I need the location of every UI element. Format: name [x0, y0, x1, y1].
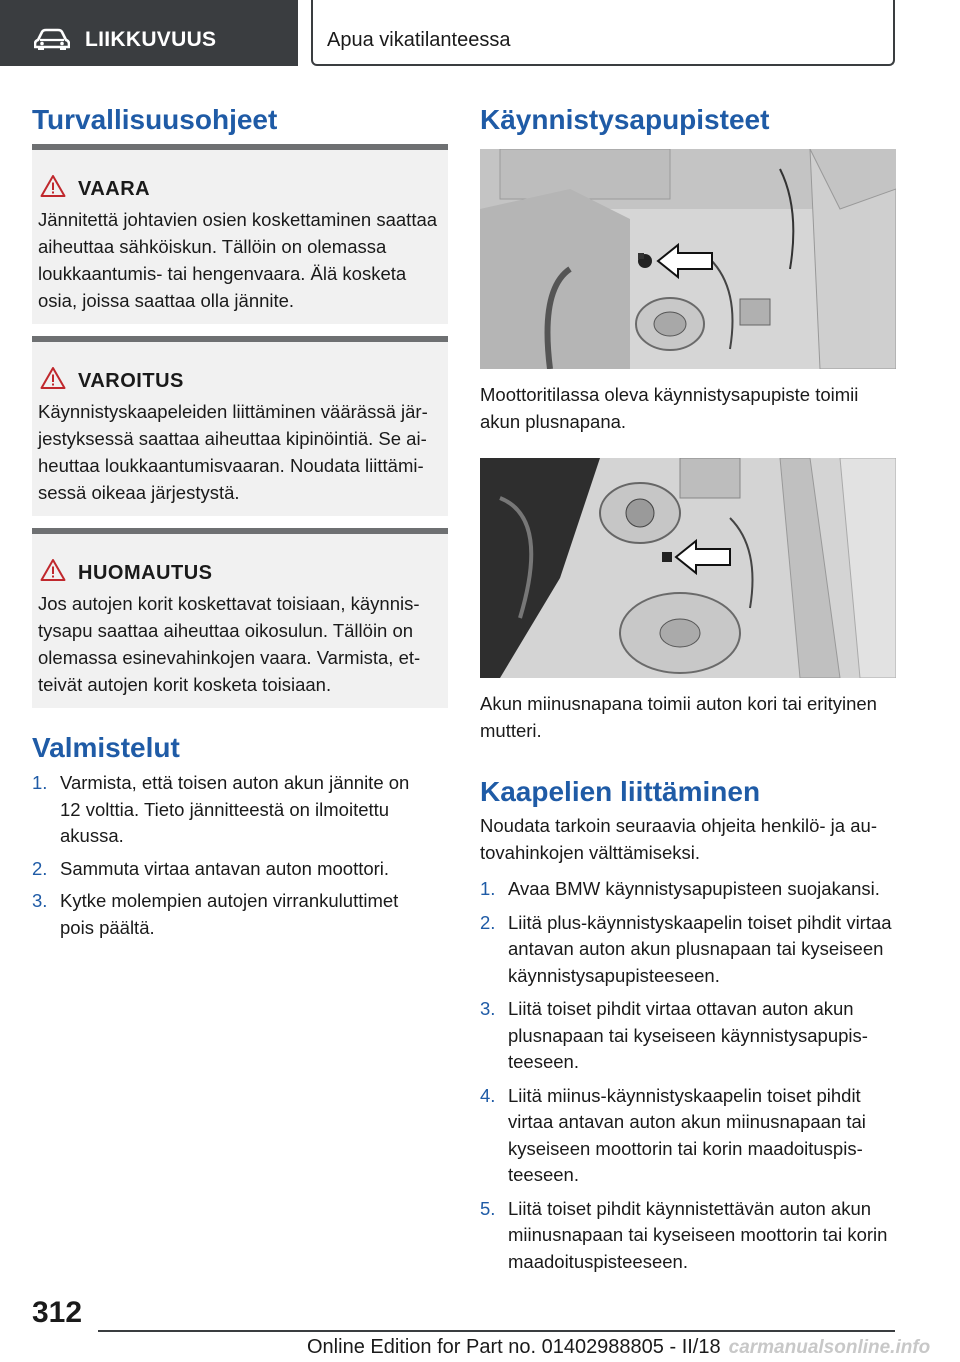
car-icon [34, 28, 70, 50]
warning-title: HUOMAUTUS [78, 562, 213, 584]
list-item [32, 888, 432, 941]
step-number: 3. [480, 998, 496, 1019]
watermark-text: carmanualsonline.info [728, 1337, 931, 1358]
jump-points-heading: Käynnistysapupisteet [480, 104, 770, 135]
footer-divider [98, 1330, 895, 1332]
page-number: 312 [32, 1296, 83, 1329]
connect-steps [480, 876, 896, 1275]
warning-box-danger [32, 144, 448, 324]
connect-heading: Kaapelien liittäminen [480, 776, 761, 807]
engine-bay-photo-negative [480, 458, 896, 678]
list-item [32, 856, 432, 883]
list-item [480, 876, 896, 903]
engine-bay-illustration [480, 458, 896, 678]
prep-heading: Valmistelut [32, 732, 180, 763]
photo2-caption: Akun miinusnapana toimii auton kori tai erityinen mutteri. [480, 693, 877, 741]
footer-edition [307, 1336, 930, 1359]
photo1-caption: Moottoritilassa oleva käynnistysapupiste toimii akun plusnapana. [480, 384, 859, 432]
list-item [480, 996, 896, 1076]
warning-title: VAROITUS [78, 370, 184, 392]
step-number: 2. [480, 911, 496, 933]
step-number: 1. [32, 772, 48, 793]
chapter-tab [311, 0, 895, 66]
edition-text: Online Edition for Part no. 01402988805 - II/18 [307, 1336, 721, 1358]
step-number: 3. [32, 890, 48, 911]
step-number: 4. [480, 1084, 496, 1106]
warning-box-notice [32, 528, 448, 708]
engine-bay-photo-positive [480, 149, 896, 369]
step-text: Avaa BMW käynnistysapupisteen suojakansi. [508, 878, 880, 899]
list-item [480, 910, 896, 990]
section-label: LIIKKUVUUS [85, 28, 217, 51]
chapter-label: Apua vikatilanteessa [327, 29, 511, 51]
step-number: 1. [480, 878, 496, 899]
warning-text: Jännitettä johtavien osien koskettaminen saattaa aiheuttaa sähköiskun. Tällöin on olemassa loukkaantumis- tai hengenvaara. Älä kosketa osia, joissa saattaa olla jännite. [38, 209, 438, 311]
warning-title: VAARA [78, 178, 151, 200]
prep-steps [32, 770, 432, 941]
warning-triangle-icon [40, 174, 66, 198]
step-text: Liitä miinus-käynnistyskaapelin toiset pihdit virtaa antavan auton akun miinusnapaan tai kyseiseen moottorin tai korin maadoituspisteeseen. [508, 1084, 866, 1185]
section-tab [0, 0, 298, 66]
safety-heading: Turvallisuusohjeet [32, 104, 278, 135]
engine-bay-illustration [480, 149, 896, 369]
connect-intro: Noudata tarkoin seuraavia ohjeita henkilö- ja autovahinkojen välttämiseksi. [480, 815, 877, 863]
step-text: Liitä plus-käynnistyskaapelin toiset pihdit virtaa antavan auton akun plusnapaan tai kyseiseen käynnistysapupisteeseen. [508, 911, 892, 986]
warning-box-caution [32, 336, 448, 516]
step-text: Liitä toiset pihdit virtaa ottavan auton akun plusnapaan tai kyseiseen käynnistysapupisteeseen. [508, 998, 868, 1072]
step-text: Liitä toiset pihdit käynnistettävän auton akun miinusnapaan tai kyseiseen moottorin tai korin maadoituspisteeseen. [508, 1197, 888, 1272]
warning-triangle-icon [40, 558, 66, 582]
step-number: 2. [32, 857, 48, 879]
step-number: 5. [480, 1197, 496, 1219]
warning-text: Käynnistyskaapeleiden liittäminen väärässä järjestyksessä saattaa aiheuttaa kipinöintiä. Se aiheuttaa loukkaantumisvaaran. Noudata liittämisessä oikeaa järjestystä. [38, 401, 428, 503]
step-text: Sammuta virtaa antavan auton moottori. [60, 857, 390, 879]
list-item [480, 1083, 896, 1189]
warning-triangle-icon [40, 366, 66, 390]
list-item [480, 1196, 896, 1276]
step-text: Varmista, että toisen auton akun jännite on 12 volttia. Tieto jännitteestä on ilmoitettu akussa. [60, 772, 410, 846]
list-item [32, 770, 432, 850]
step-text: Kytke molempien autojen virrankuluttimet pois päältä. [60, 890, 399, 938]
warning-text: Jos autojen korit koskettavat toisiaan, käynnistysapu saattaa aiheuttaa oikosulun. Tällöin on olemassa esinevahinkojen vaara. Varmista, etteivät autojen korit kosketa toisiaan. [38, 593, 421, 695]
